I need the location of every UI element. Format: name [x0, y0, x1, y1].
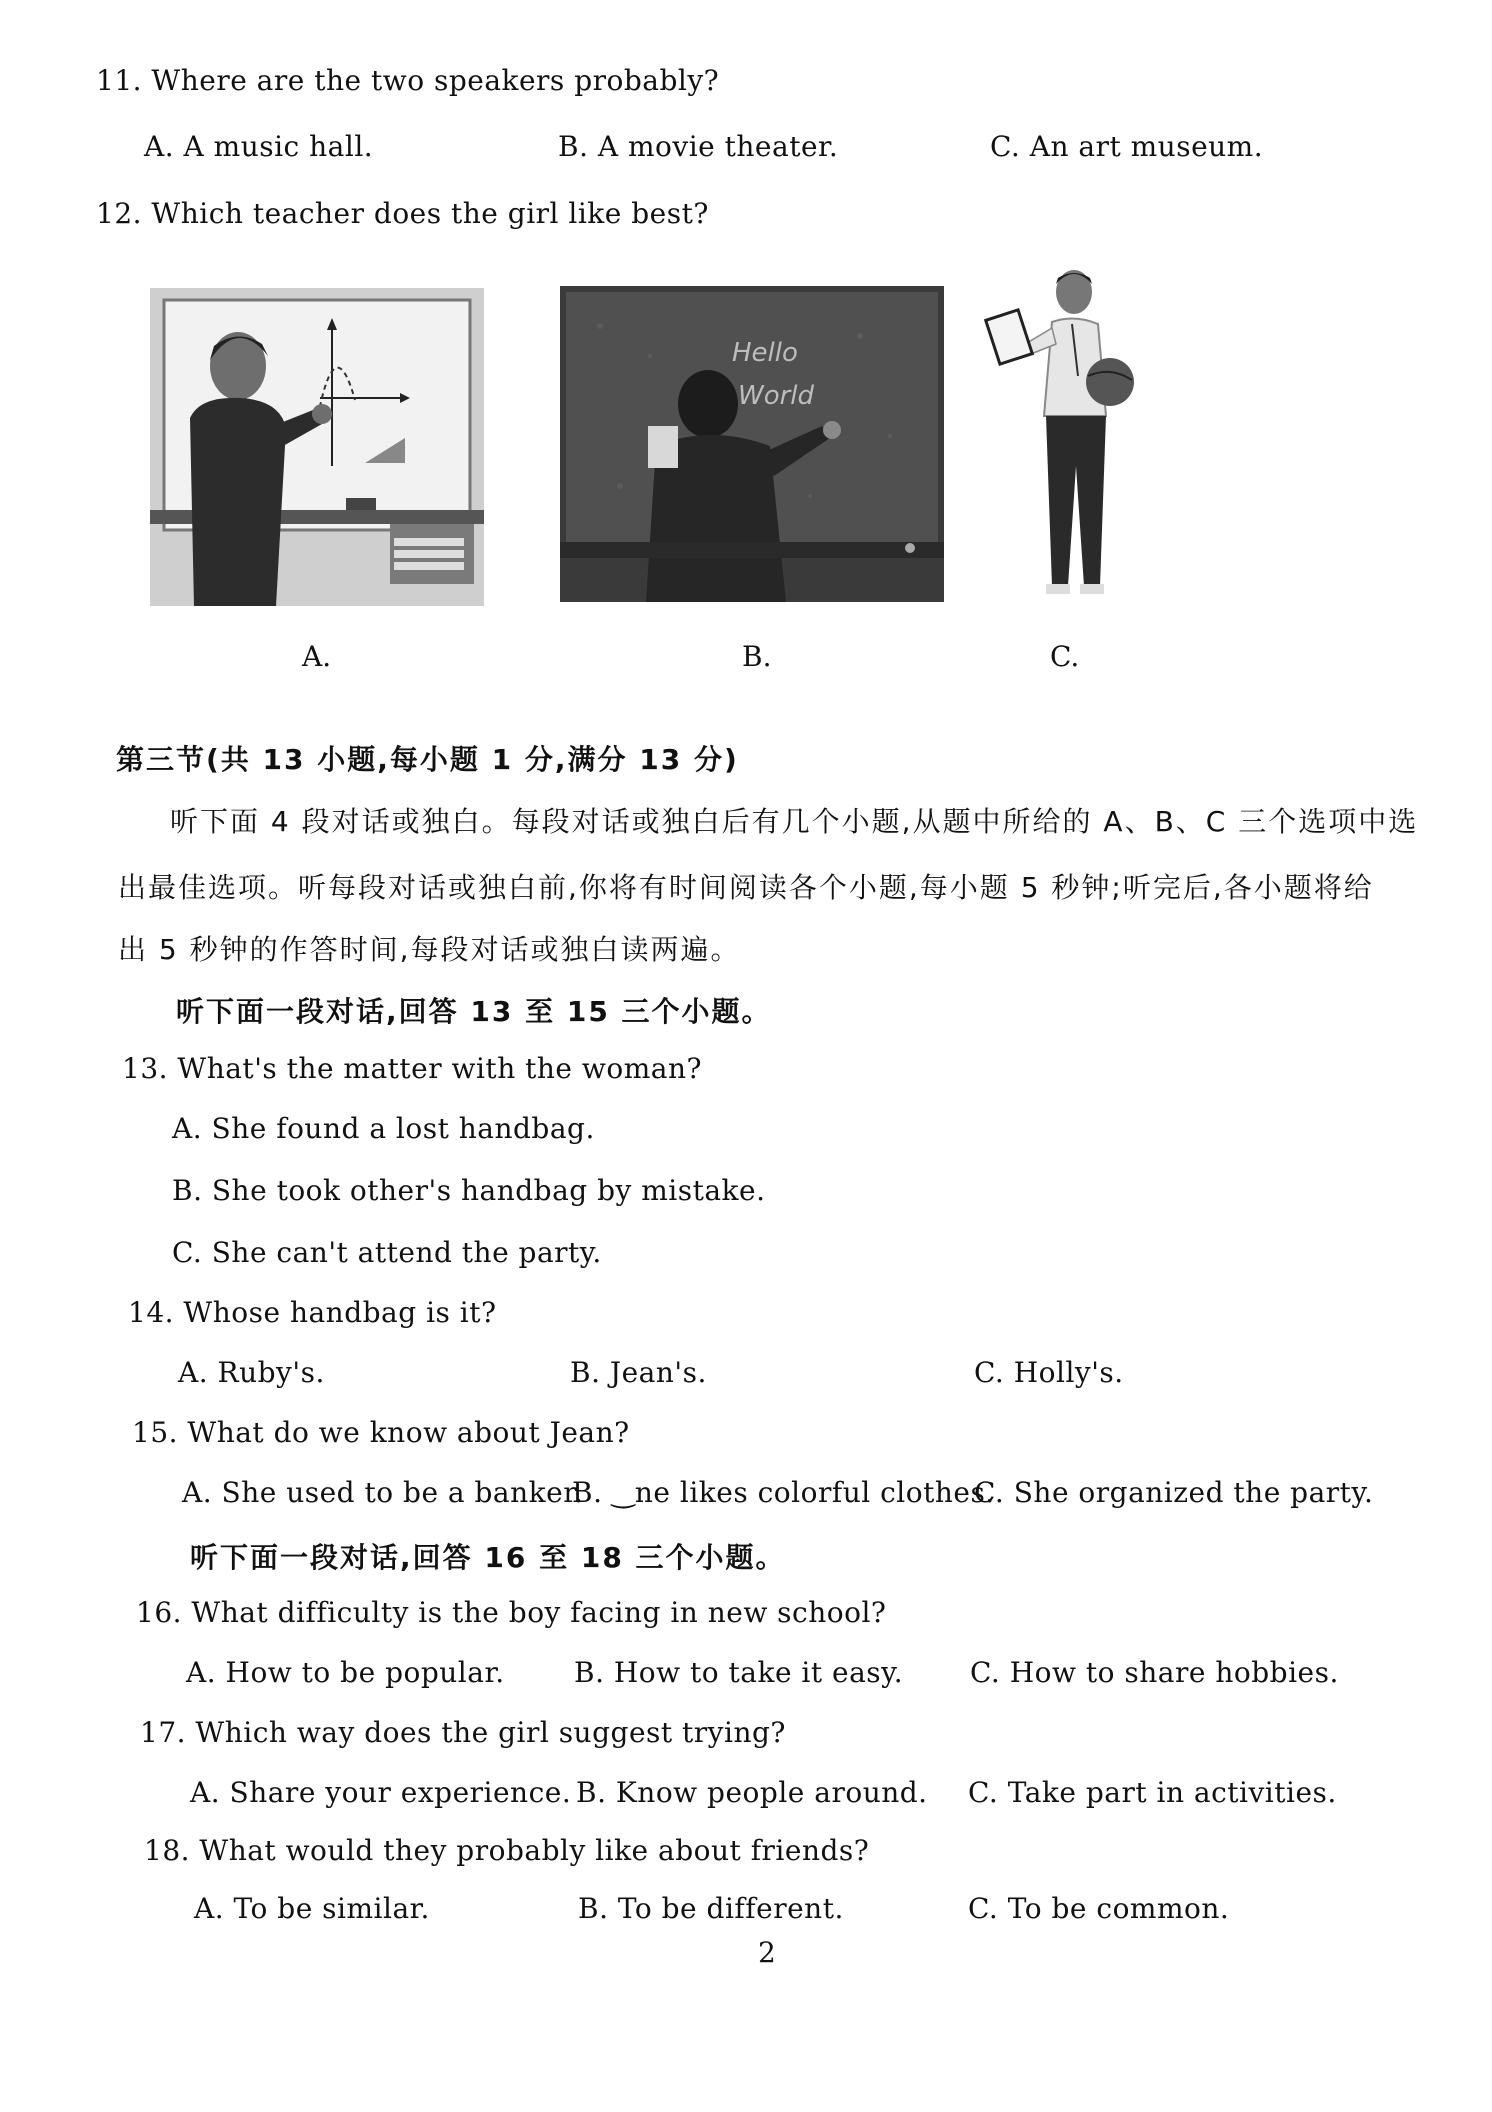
- question-17: 17. Which way does the girl suggest trying?: [140, 1716, 786, 1749]
- q16-option-b: B. How to take it easy.: [574, 1656, 904, 1689]
- dialog-1-intro: 听下面一段对话,回答 13 至 15 三个小题。: [176, 995, 772, 1028]
- question-16: 16. What difficulty is the boy facing in new school?: [136, 1596, 887, 1629]
- instruction-line-3: 出 5 秒钟的作答时间,每段对话或独白读两遍。: [118, 933, 741, 966]
- q17-option-c: C. Take part in activities.: [968, 1776, 1337, 1809]
- question-14: 14. Whose handbag is it?: [128, 1296, 497, 1329]
- q15-option-b: B. ‿ne likes colorful clothes.: [572, 1476, 995, 1509]
- question-18: 18. What would they probably like about friends?: [144, 1834, 870, 1867]
- q13-option-c: C. She can't attend the party.: [172, 1236, 602, 1269]
- instruction-line-1: 听下面 4 段对话或独白。每段对话或独白后有几个小题,从题中所给的 A、B、C 三个选项中选: [170, 805, 1419, 838]
- q13-option-b: B. She took other's handbag by mistake.: [172, 1174, 766, 1207]
- q18-option-b: B. To be different.: [578, 1892, 844, 1925]
- math-teacher-at-whiteboard-image: [150, 288, 484, 606]
- picture-c-label: C.: [1050, 640, 1080, 673]
- picture-a-label: A.: [302, 640, 332, 673]
- section-3-heading: 第三节(共 13 小题,每小题 1 分,满分 13 分): [116, 743, 739, 776]
- question-13: 13. What's the matter with the woman?: [122, 1052, 702, 1085]
- q18-option-c: C. To be common.: [968, 1892, 1230, 1925]
- question-12: 12. Which teacher does the girl like best?: [96, 197, 709, 230]
- dialog-2-intro: 听下面一段对话,回答 16 至 18 三个小题。: [190, 1541, 786, 1574]
- q14-option-c: C. Holly's.: [974, 1356, 1124, 1389]
- q11-option-c: C. An art museum.: [990, 130, 1264, 163]
- q11-option-a: A. A music hall.: [144, 130, 374, 163]
- q11-option-b: B. A movie theater.: [558, 130, 839, 163]
- q16-option-a: A. How to be popular.: [186, 1656, 505, 1689]
- q14-option-a: A. Ruby's.: [178, 1356, 325, 1389]
- question-11: 11. Where are the two speakers probably?: [96, 64, 720, 97]
- q15-option-c: C. She organized the party.: [974, 1476, 1374, 1509]
- page-number: 2: [758, 1936, 777, 1969]
- pe-teacher-with-ball-and-clipboard-image: [980, 266, 1160, 602]
- q18-option-a: A. To be similar.: [194, 1892, 430, 1925]
- board-text-world: World: [738, 381, 815, 411]
- q17-option-a: A. Share your experience.: [190, 1776, 572, 1809]
- q15-option-a: A. She used to be a banker.: [182, 1476, 584, 1509]
- board-text-hello: Hello: [732, 338, 798, 368]
- q13-option-a: A. She found a lost handbag.: [172, 1112, 595, 1145]
- teacher-writing-on-chalkboard-image: [560, 286, 944, 602]
- question-15: 15. What do we know about Jean?: [132, 1416, 630, 1449]
- q16-option-c: C. How to share hobbies.: [970, 1656, 1339, 1689]
- q17-option-b: B. Know people around.: [576, 1776, 928, 1809]
- q14-option-b: B. Jean's.: [570, 1356, 707, 1389]
- picture-b-label: B.: [742, 640, 772, 673]
- instruction-line-2: 出最佳选项。听每段对话或独白前,你将有时间阅读各个小题,每小题 5 秒钟;听完后,各小题将给: [118, 871, 1374, 904]
